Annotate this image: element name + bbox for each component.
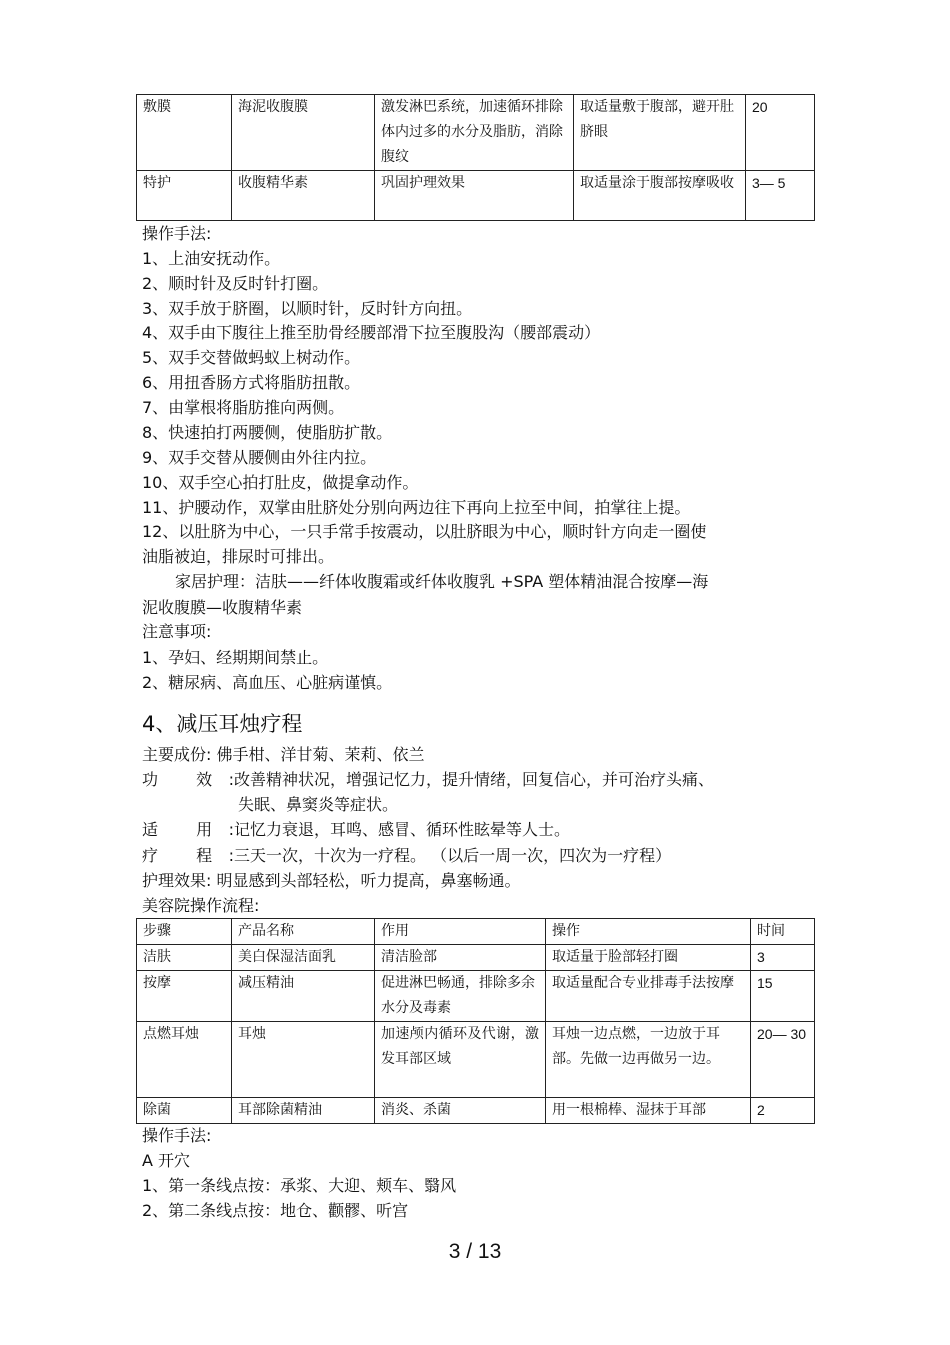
table-cell: 敷膜 (137, 95, 232, 171)
table-cell: 收腹精华素 (232, 171, 375, 221)
ingredients-row (142, 745, 425, 765)
table-cell: 加速颅内循环及代谢，激发耳部区域 (375, 1022, 546, 1098)
list-item: 1、上油安抚动作。 (142, 249, 281, 268)
salon-flow-label: 美容院操作流程: (142, 896, 260, 915)
course-row (142, 846, 671, 866)
list-item: 7、由掌根将脂肪推向两侧。 (142, 398, 345, 417)
ingredients-label: 主要成份: (142, 745, 212, 764)
course-label: 疗 程: (142, 846, 234, 865)
table-cell: 2 (751, 1098, 815, 1124)
home-care-line-2: 泥收腹膜—收腹精华素 (142, 598, 303, 617)
list-item: 2、糖尿病、高血压、心脏病谨慎。 (142, 673, 393, 692)
table-cell: 取适量敷于腹部，避开肚脐眼 (574, 95, 746, 171)
list-item: 油脂被迫，排尿时可排出。 (142, 547, 335, 566)
effect-row (142, 770, 714, 790)
table-header-row (137, 919, 815, 945)
table-cell: 促进淋巴畅通，排除多余水分及毒素 (375, 971, 546, 1022)
ear-candle-procedure-table (136, 918, 815, 1124)
result-row (142, 871, 521, 891)
table-cell: 减压精油 (232, 971, 375, 1022)
table-cell: 耳烛一边点燃，一边放于耳部。先做一边再做另一边。 (546, 1022, 751, 1098)
column-header: 步骤 (137, 919, 232, 945)
table-cell: 美白保湿洁面乳 (232, 945, 375, 971)
table-cell: 海泥收腹膜 (232, 95, 375, 171)
effect-value-cont: 失眠、鼻窦炎等症状。 (238, 795, 399, 814)
table-cell: 20— 30 (751, 1022, 815, 1098)
table-cell: 20 (746, 95, 815, 171)
list-item: 2、顺时针及反时针打圈。 (142, 274, 329, 293)
table-cell: 洁肤 (137, 945, 232, 971)
list-item: 3、双手放于脐圈，以顺时针，反时针方向扭。 (142, 299, 473, 318)
column-header: 时间 (751, 919, 815, 945)
suitable-label: 适 用: (142, 820, 234, 839)
table-cell: 耳烛 (232, 1022, 375, 1098)
list-item: 1、第一条线点按：承浆、大迎、颊车、翳风 (142, 1176, 457, 1195)
notes-title: 注意事项: (142, 622, 212, 641)
table-row (137, 945, 815, 971)
table-row (137, 971, 815, 1022)
section-label: 操作手法: (142, 224, 212, 243)
table-cell: 取适量涂于腹部按摩吸收 (574, 171, 746, 221)
effect-label: 功 效: (142, 770, 234, 789)
effect-value: 改善精神状况，增强记忆力，提升情绪，回复信心，并可治疗头痛、 (234, 770, 715, 789)
suitable-row (142, 820, 570, 840)
course-value: 三天一次，十次为一疗程。 （以后一周一次，四次为一疗程） (234, 846, 672, 865)
result-label: 护理效果: (142, 871, 212, 890)
column-header: 作用 (375, 919, 546, 945)
table-row (137, 95, 815, 171)
list-item: 10、双手空心拍打肚皮，做提拿动作。 (142, 473, 419, 492)
abdomen-procedure-table (136, 94, 815, 221)
table-cell: 取适量于脸部轻打圈 (546, 945, 751, 971)
home-care-line-1: 家居护理：洁肤——纤体收腹霜或纤体收腹乳 +SPA 塑体精油混合按摩—海 (175, 572, 709, 591)
list-item: 5、双手交替做蚂蚁上树动作。 (142, 348, 361, 367)
page-number: 3 / 13 (448, 1240, 502, 1263)
suitable-value: 记忆力衰退，耳鸣、感冒、循环性眩晕等人士。 (234, 820, 571, 839)
table-row (137, 1098, 815, 1124)
column-header: 操作 (546, 919, 751, 945)
subsection-label: A 开穴 (142, 1151, 191, 1170)
table-cell: 激发淋巴系统，加速循环排除体内过多的水分及脂肪，消除腹纹 (375, 95, 574, 171)
list-item: 12、以肚脐为中心，一只手常手按震动，以肚脐眼为中心，顺时针方向走一圈使 (142, 522, 707, 541)
section-heading: 4、减压耳烛疗程 (142, 712, 303, 736)
table-cell: 除菌 (137, 1098, 232, 1124)
table-cell: 点燃耳烛 (137, 1022, 232, 1098)
table-cell: 15 (751, 971, 815, 1022)
table-row (137, 1022, 815, 1098)
table-row (137, 171, 815, 221)
list-item: 6、用扭香肠方式将脂肪扭散。 (142, 373, 361, 392)
table-cell: 耳部除菌精油 (232, 1098, 375, 1124)
result-value: 明显感到头部轻松，听力提高，鼻塞畅通。 (216, 871, 521, 890)
table-cell: 按摩 (137, 971, 232, 1022)
table-cell: 取适量配合专业排毒手法按摩 (546, 971, 751, 1022)
table-cell: 清洁脸部 (375, 945, 546, 971)
list-item: 4、双手由下腹往上推至肋骨经腰部滑下拉至腹股沟（腰部震动） (142, 323, 601, 342)
table-cell: 用一根棉棒、湿抹于耳部 (546, 1098, 751, 1124)
table-cell: 3 (751, 945, 815, 971)
list-item: 8、快速拍打两腰侧，使脂肪扩散。 (142, 423, 393, 442)
list-item: 2、第二条线点按：地仓、颧髎、听宫 (142, 1201, 409, 1220)
ingredients-value: 佛手柑、洋甘菊、茉莉、依兰 (216, 745, 425, 764)
table-cell: 巩固护理效果 (375, 171, 574, 221)
section-label: 操作手法: (142, 1126, 212, 1145)
list-item: 1、孕妇、经期期间禁止。 (142, 648, 329, 667)
column-header: 产品名称 (232, 919, 375, 945)
table-cell: 特护 (137, 171, 232, 221)
list-item: 11、护腰动作，双掌由肚脐处分别向两边往下再向上拉至中间，拍掌往上提。 (142, 498, 691, 517)
list-item: 9、双手交替从腰侧由外往内拉。 (142, 448, 377, 467)
table-cell: 3— 5 (746, 171, 815, 221)
table-cell: 消炎、杀菌 (375, 1098, 546, 1124)
